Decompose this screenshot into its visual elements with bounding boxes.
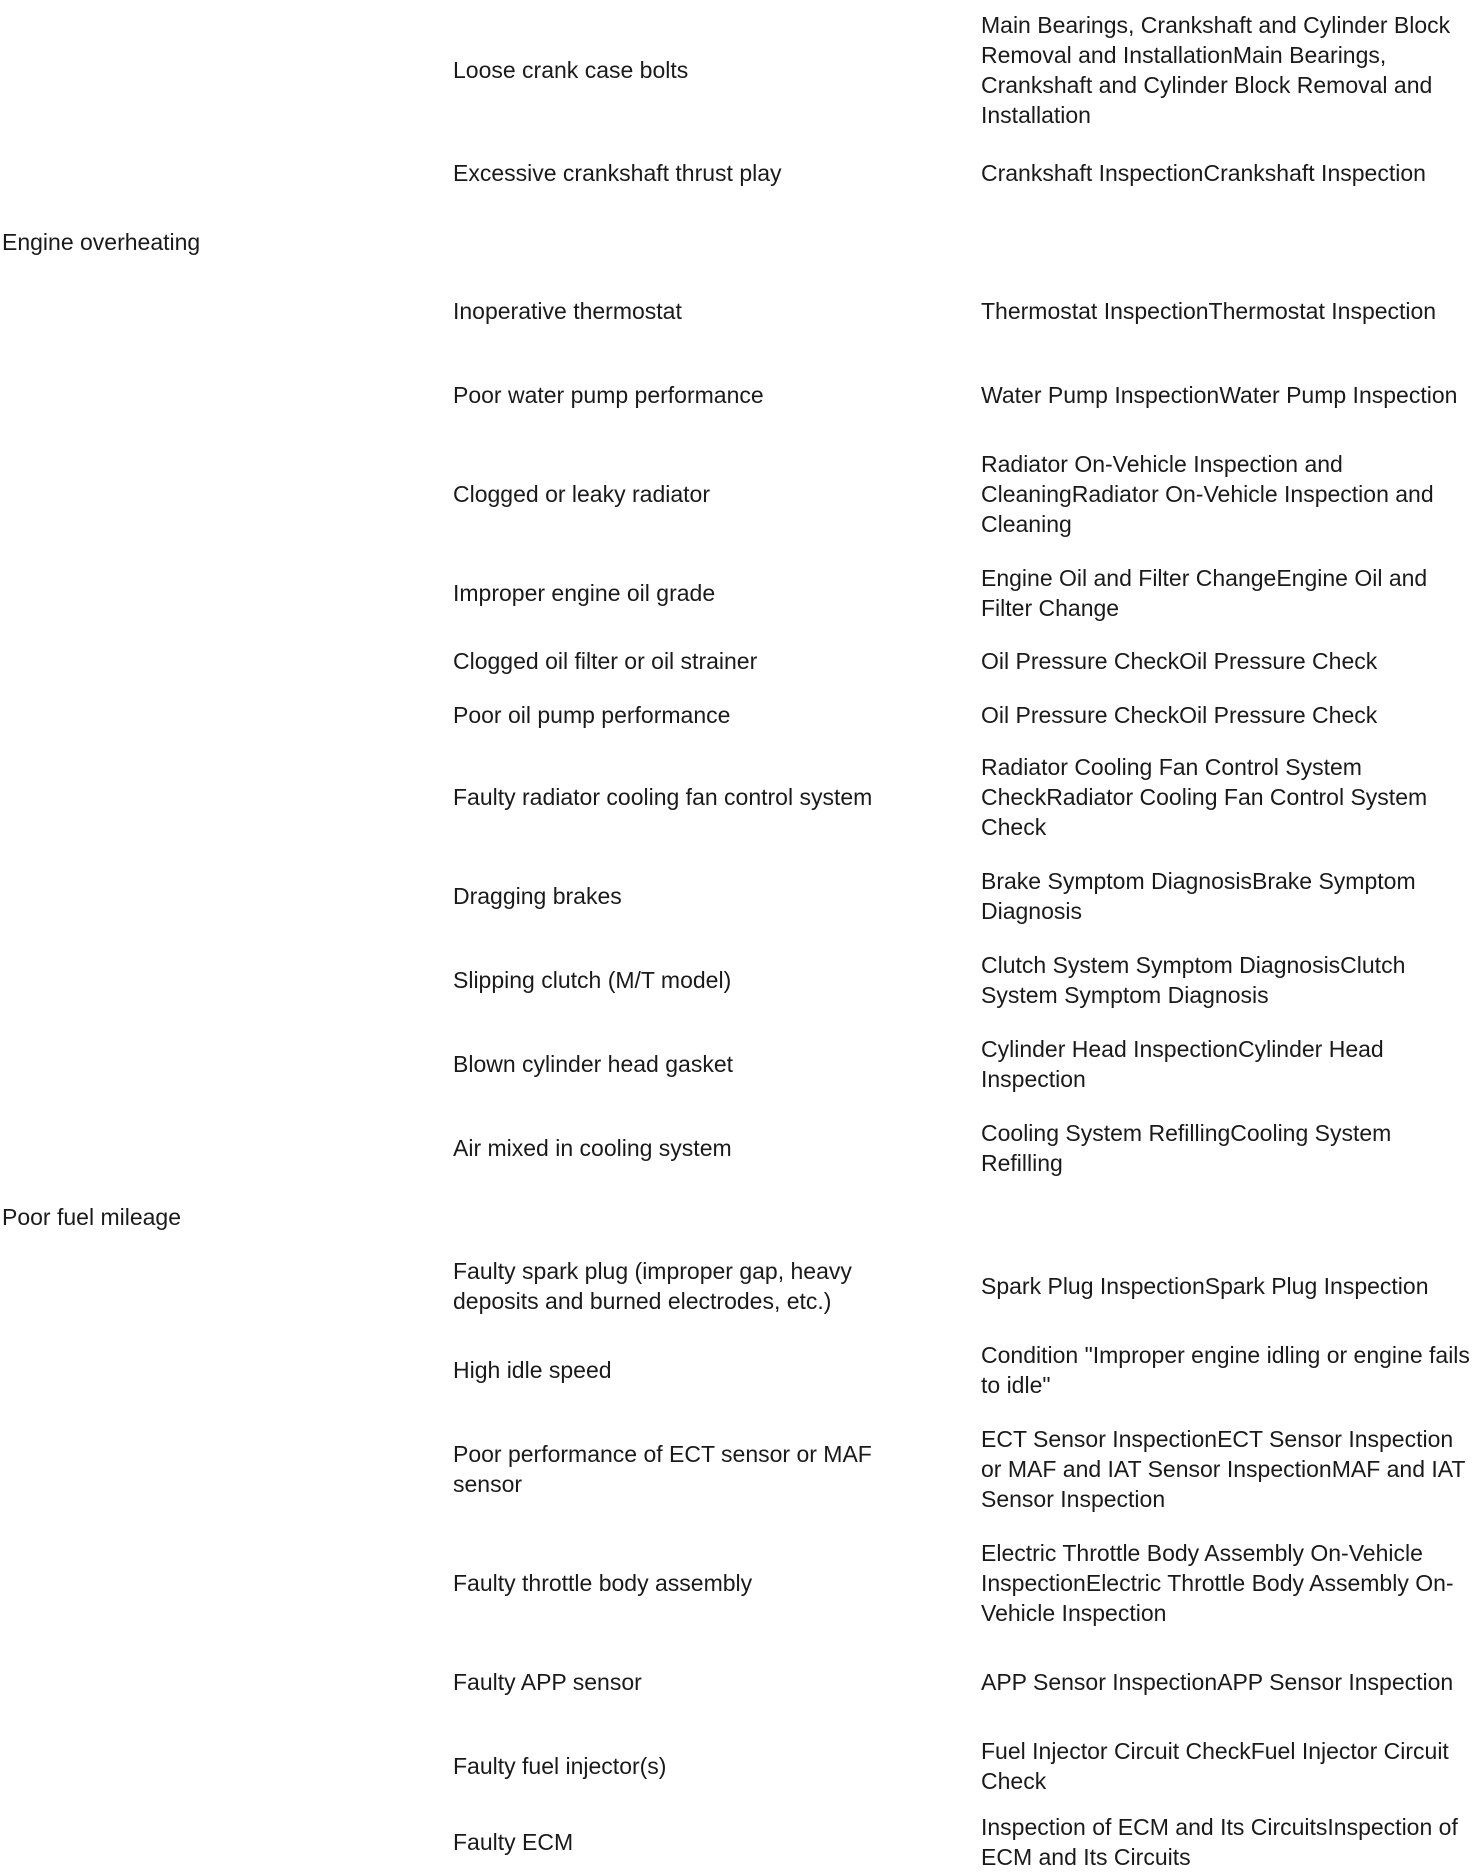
table-row: [0, 752, 1472, 842]
table-row: [0, 563, 1472, 623]
cause-cell: Inoperative thermostat: [453, 298, 682, 324]
condition-heading: Engine overheating: [2, 229, 201, 255]
reference-link[interactable]: Radiator Cooling Fan Control System CheckRadiator Cooling Fan Control System Check: [981, 754, 1428, 840]
cause-cell: Loose crank case bolts: [453, 57, 689, 83]
reference-link[interactable]: APP Sensor InspectionAPP Sensor Inspection: [981, 1669, 1454, 1695]
cause-cell: Dragging brakes: [453, 883, 622, 909]
reference-link[interactable]: Condition "Improper engine idling or engine fails to idle": [981, 1342, 1470, 1398]
cause-cell: High idle speed: [453, 1357, 612, 1383]
reference-link[interactable]: Thermostat InspectionThermostat Inspection: [981, 298, 1437, 324]
cause-cell: Faulty spark plug (improper gap, heavy deposits and burned electrodes, etc.): [453, 1258, 852, 1314]
reference-link[interactable]: Spark Plug InspectionSpark Plug Inspection: [981, 1273, 1429, 1299]
reference-link[interactable]: Fuel Injector Circuit CheckFuel Injector Circuit Check: [981, 1738, 1449, 1794]
reference-link[interactable]: Oil Pressure CheckOil Pressure Check: [981, 648, 1378, 674]
reference-link[interactable]: Engine Oil and Filter ChangeEngine Oil and Filter Change: [981, 565, 1428, 621]
reference-link[interactable]: Crankshaft InspectionCrankshaft Inspection: [981, 160, 1426, 186]
cause-cell: Excessive crankshaft thrust play: [453, 160, 782, 186]
table-row: [0, 950, 1472, 1010]
reference-link[interactable]: Brake Symptom DiagnosisBrake Symptom Diagnosis: [981, 868, 1416, 924]
cause-cell: Clogged oil filter or oil strainer: [453, 648, 758, 674]
table-row: [0, 1652, 1472, 1712]
cause-cell: Poor performance of ECT sensor or MAF sensor: [453, 1441, 872, 1497]
cause-cell: Poor water pump performance: [453, 382, 764, 408]
cause-cell: Faulty ECM: [453, 1829, 574, 1855]
table-row: [0, 1812, 1472, 1872]
reference-link[interactable]: Cylinder Head InspectionCylinder Head Inspection: [981, 1036, 1384, 1092]
reference-link[interactable]: Radiator On-Vehicle Inspection and CleaningRadiator On-Vehicle Inspection and Cleaning: [981, 451, 1434, 537]
cause-cell: Improper engine oil grade: [453, 580, 716, 606]
cause-cell: Poor oil pump performance: [453, 702, 731, 728]
cause-cell: Blown cylinder head gasket: [453, 1051, 733, 1077]
reference-link[interactable]: Water Pump InspectionWater Pump Inspection: [981, 382, 1458, 408]
cause-cell: Slipping clutch (M/T model): [453, 967, 732, 993]
reference-link[interactable]: Clutch System Symptom DiagnosisClutch System Symptom Diagnosis: [981, 952, 1406, 1008]
cause-cell: Faulty fuel injector(s): [453, 1753, 667, 1779]
cause-cell: Faulty throttle body assembly: [453, 1570, 753, 1596]
cause-cell: Faulty radiator cooling fan control system: [453, 784, 873, 810]
table-row: [0, 10, 1472, 130]
table-row: [0, 1118, 1472, 1178]
reference-link[interactable]: Oil Pressure CheckOil Pressure Check: [981, 702, 1378, 728]
reference-link[interactable]: Main Bearings, Crankshaft and Cylinder Block Removal and InstallationMain Bearings, Crankshaft and Cylinder Block Removal and Installation: [981, 12, 1451, 128]
cause-cell: Air mixed in cooling system: [453, 1135, 732, 1161]
table-row: [0, 1256, 1472, 1316]
table-row: [0, 1736, 1472, 1796]
table-row: [0, 1034, 1472, 1094]
condition-heading: Poor fuel mileage: [2, 1204, 181, 1230]
table-row: [0, 1538, 1472, 1628]
table-row: [0, 1424, 1472, 1514]
cause-cell: Faulty APP sensor: [453, 1669, 642, 1695]
table-row: [0, 365, 1472, 425]
reference-link[interactable]: ECT Sensor InspectionECT Sensor Inspection or MAF and IAT Sensor InspectionMAF and IAT Sensor Inspection: [981, 1426, 1466, 1512]
reference-link[interactable]: Electric Throttle Body Assembly On-Vehicle InspectionElectric Throttle Body Assembly On-Vehicle Inspection: [981, 1540, 1454, 1626]
reference-link[interactable]: Inspection of ECM and Its CircuitsInspection of ECM and Its Circuits: [981, 1814, 1458, 1870]
reference-link[interactable]: Cooling System RefillingCooling System Refilling: [981, 1120, 1392, 1176]
cause-cell: Clogged or leaky radiator: [453, 481, 710, 507]
table-row: [0, 646, 1472, 676]
table-row: [0, 866, 1472, 926]
table-row: [0, 449, 1472, 539]
table-row: [0, 143, 1472, 203]
table-row: [0, 1340, 1472, 1400]
table-row: [0, 281, 1472, 341]
table-row: [0, 700, 1472, 730]
